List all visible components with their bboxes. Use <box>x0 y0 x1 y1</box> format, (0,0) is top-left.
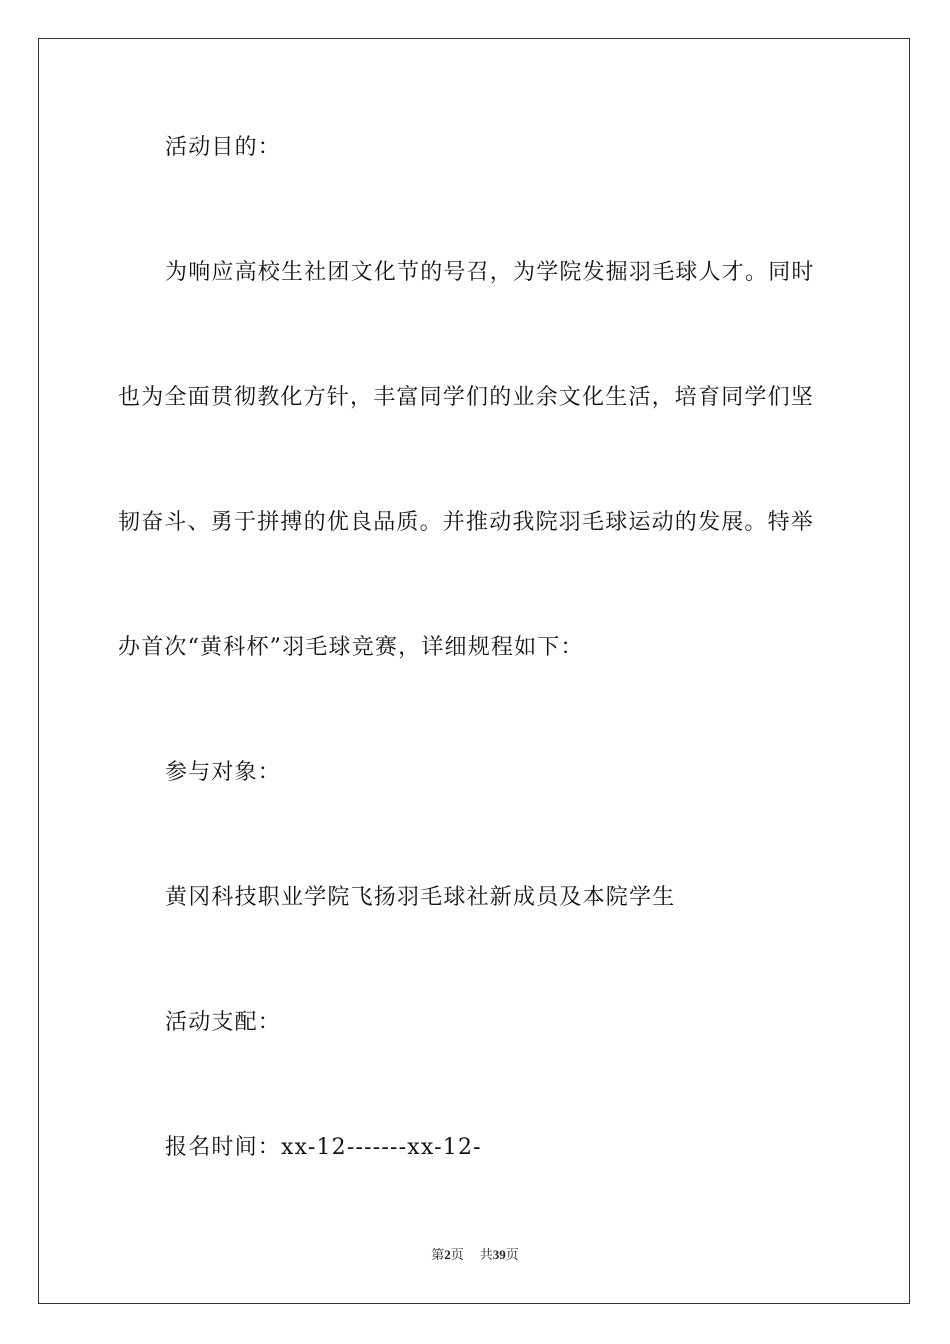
footer-page-number: 2 <box>444 1247 451 1262</box>
page-border <box>38 38 910 1304</box>
paragraph-line: 黄冈科技职业学院飞扬羽毛球社新成员及本院学生 <box>165 885 676 910</box>
paragraph-line: 也为全面贯彻教化方针，丰富同学们的业余文化生活，培育同学们坚 <box>118 385 815 410</box>
footer-total-suffix: 页 <box>505 1247 519 1262</box>
paragraph-line: 为响应高校生社团文化节的号召，为学院发掘羽毛球人才。同时 <box>165 260 815 285</box>
page-footer <box>0 1246 950 1264</box>
heading-participants: 参与对象： <box>165 760 282 785</box>
heading-arrangement: 活动支配： <box>165 1010 282 1035</box>
paragraph-line: 办首次“黄科杯”羽毛球竞赛，详细规程如下： <box>118 635 584 660</box>
footer-total-prefix: 共 <box>479 1247 493 1262</box>
registration-time: 报名时间：xx-12-------xx-12- <box>165 1135 482 1160</box>
footer-total-pages: 39 <box>492 1247 506 1262</box>
paragraph-line: 韧奋斗、勇于拼搏的优良品质。并推动我院羽毛球运动的发展。特举 <box>118 510 815 535</box>
heading-purpose: 活动目的： <box>165 135 282 160</box>
footer-page-prefix: 第 <box>431 1247 445 1262</box>
footer-page-suffix: 页 <box>450 1247 464 1262</box>
